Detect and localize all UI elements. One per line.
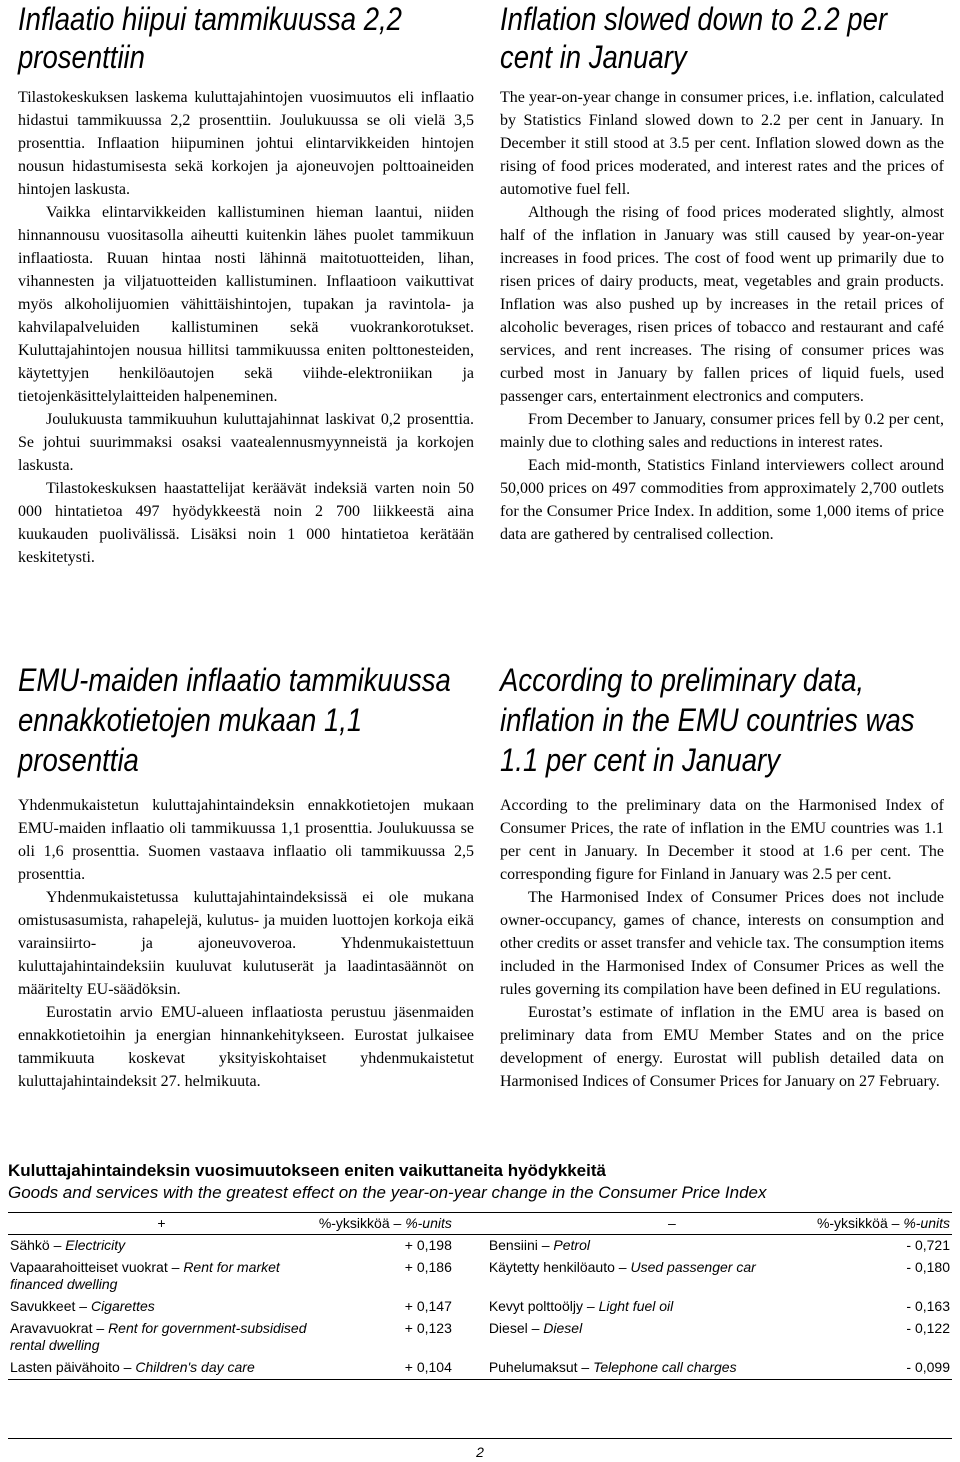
pos-item-fi: Vapaarahoitteiset vuokrat: [10, 1259, 168, 1275]
table-row: [8, 1296, 952, 1318]
pos-value: + 0,198: [404, 1237, 452, 1253]
row-gap: [454, 1235, 487, 1258]
table-row: [8, 1257, 952, 1296]
neg-item-en: Light fuel oil: [598, 1298, 674, 1314]
fi-body-section-1: [18, 86, 474, 569]
item-dash: –: [531, 1320, 540, 1336]
pos-value: + 0,147: [404, 1298, 452, 1314]
neg-value: - 0,180: [906, 1259, 950, 1275]
neg-item-en: Used passenger car: [630, 1259, 756, 1275]
header-minus: –: [487, 1213, 815, 1235]
neg-value: - 0,721: [906, 1237, 950, 1253]
pos-value: + 0,123: [404, 1320, 452, 1336]
en-sub-heading: According to preliminary data, inflation in the EMU countries was 1.1 per cent in January: [500, 662, 915, 778]
page-number: 2: [476, 1444, 484, 1460]
neg-item: [487, 1318, 815, 1357]
header-units-neg: [815, 1213, 952, 1235]
row-gap: [454, 1296, 487, 1318]
en-body-section-1: [500, 86, 944, 546]
pos-item-fi: Sähkö: [10, 1237, 50, 1253]
en-paragraph: Eurostat’s estimate of inflation in the EMU area is based on preliminary data from EMU Member States and on the price development of energy. Eurostat will publish detailed data on Harmonised Indices of Consumer Prices for January on 27 February.: [500, 1004, 944, 1090]
header-units-en: %-units: [903, 1215, 950, 1231]
neg-item-fi: Bensiini: [488, 1237, 538, 1253]
neg-item-en: Petrol: [553, 1237, 590, 1253]
header-gap: [454, 1213, 487, 1235]
cpi-contributors-table-block: [8, 1160, 952, 1380]
en-main-heading: Inflation slowed down to 2.2 per cent in January: [500, 1, 888, 75]
header-units-fi: %-yksikköä: [318, 1215, 390, 1231]
row-gap: [454, 1318, 487, 1357]
neg-item: [487, 1257, 815, 1296]
item-dash: –: [123, 1359, 132, 1375]
neg-item-fi: Kevyt polttoöljy: [488, 1298, 583, 1314]
neg-item-en: Diesel: [543, 1320, 583, 1336]
table-row: [8, 1318, 952, 1357]
neg-item-en: Telephone call charges: [593, 1359, 737, 1375]
pos-item-en: Rent for market financed dwelling: [10, 1259, 280, 1292]
header-plus: +: [8, 1213, 317, 1235]
table-header-row: [8, 1213, 952, 1235]
neg-item-fi: Puhelumaksut: [488, 1359, 578, 1375]
table-row: [8, 1235, 952, 1258]
pos-item: [8, 1357, 317, 1380]
finnish-column: [18, 0, 474, 1090]
neg-item: [487, 1296, 815, 1318]
fi-body-section-2: [18, 660, 474, 1093]
pos-value: + 0,104: [317, 1357, 454, 1380]
item-dash: –: [53, 1237, 62, 1253]
neg-value: - 0,099: [815, 1357, 952, 1380]
header-units-fi: %-yksikköä: [816, 1215, 888, 1231]
en-paragraph: Each mid-month, Statistics Finland interviewers collect around 50,000 prices on 497 commodities from approximately 2,700 outlets for the Consumer Price Index. In addition, some 1,000 items of price data are gathered by centralised collection.: [500, 457, 944, 543]
en-paragraph: The year-on-year change in consumer prices, i.e. inflation, calculated by Statistics Finland slowed down to 2.2 per cent in January. In December it still stood at 3.5 per cent. Inflation slowed down as the rising of food prices moderated, and interest rates and the prices of automotive fuel fell.: [500, 89, 944, 198]
fi-paragraph: Eurostatin arvio EMU-alueen inflaatiosta perustuu jäsenmaiden ennakkotietoihin ja energian hinnankehitykseen. Eurostat julkaisee tammikuuta koskevat yksityiskohtaiset yhdenmukaistetut kuluttajahintaindeksit 27. helmikuuta.: [18, 1004, 474, 1090]
fi-paragraph: Yhdenmukaistetussa kuluttajahintaindeksissä ei ole mukana omistusasumista, rahapelejä, kulutus- ja muiden luottojen korkoja eikä varainsiirto- ja ajoneuvoveroa. Yhdenmukaistettuun kuluttajahintaindeksiin kuuluvat kulutuserät ja laadintasäännöt on määritelty EU-säädöksin.: [18, 889, 474, 998]
en-paragraph: According to the preliminary data on the Harmonised Index of Consumer Prices, the rate of inflation in the EMU countries was 1.1 per cent in January. In December it stood at 1.6 per cent. The corresponding figure for Finland in January was 2.5 per cent.: [500, 797, 944, 883]
pos-item-fi: Aravavuokrat: [10, 1320, 93, 1336]
footer-rule: [8, 1438, 952, 1439]
neg-item-fi: Diesel: [488, 1320, 528, 1336]
pos-item-en: Cigarettes: [90, 1298, 155, 1314]
pos-item-en: Children's day care: [135, 1359, 255, 1375]
row-gap: [454, 1357, 487, 1380]
fi-sub-heading: EMU-maiden inflaatio tammikuussa ennakkotietojen mukaan 1,1 prosenttia: [18, 662, 451, 778]
pos-item-en: Electricity: [65, 1237, 126, 1253]
pos-item-fi: Savukkeet: [10, 1298, 76, 1314]
pos-item: [8, 1257, 317, 1296]
pos-item: [8, 1318, 317, 1357]
fi-paragraph: Tilastokeskuksen laskema kuluttajahintojen vuosimuutos eli inflaatio hidastui tammikuussa 2,2 prosenttiin. Joulukuussa se oli vielä 3,5 prosenttia. Inflaation hiipuminen johtui elintarvikkeiden hintojen nousun hidastumisesta sekä korkojen ja ajoneuvojen polttoaineiden hintojen laskusta.: [18, 89, 474, 198]
english-column: [500, 0, 944, 1090]
pos-item-fi: Lasten päivähoito: [10, 1359, 120, 1375]
fi-main-heading: Inflaatio hiipui tammikuussa 2,2 prosenttiin: [18, 1, 402, 75]
neg-item: [487, 1235, 815, 1258]
cpi-contributors-table: [8, 1212, 952, 1380]
neg-value: - 0,122: [906, 1320, 950, 1336]
item-dash: –: [171, 1259, 180, 1275]
fi-paragraph: Vaikka elintarvikkeiden kallistuminen hieman laantui, niiden hinnannousu vuositasolla aiheutti kuitenkin lähes puolet tammikuun inflaatiosta. Ruuan hintaa nosti lähinnä maitotuotteiden, lihan, vihannesten ja viljatuotteiden kallistuminen. Inflaatioon vaikuttivat myös alkoholijuomien vähittäishintojen, tupakan ja ravintola- ja kahvilapalveluiden kallistuminen sekä vuokrankorotukset. Kuluttajahintojen nousua hillitsi tammikuussa eniten polttonesteiden, käytettyjen henkilöautojen sekä viihde-elektroniikan ja tietojenkäsittelylaitteiden halpeneminen.: [18, 204, 474, 405]
item-dash: –: [79, 1298, 88, 1314]
fi-paragraph: Tilastokeskuksen haastattelijat keräävät indeksiä varten noin 50 000 hintatietoa 497 hyödykkeestä noin 2 700 liikkeestä aina kuukauden puolivälissä. Lisäksi noin 1 000 hintatietoa kerätään keskitetysti.: [18, 480, 474, 566]
table-row: [8, 1357, 952, 1380]
header-units-dash: –: [393, 1215, 402, 1231]
item-dash: –: [96, 1320, 105, 1336]
pos-item: [8, 1296, 317, 1318]
item-dash: –: [581, 1359, 590, 1375]
en-paragraph: The Harmonised Index of Consumer Prices does not include owner-occupancy, games of chance, interests on consumption and other credits or asset transfer and vehicle tax. The consumption items included in the Harmonised Index of Consumer Prices as well the rules governing its compilation have been defined in EU regulations.: [500, 889, 944, 998]
item-dash: –: [541, 1237, 550, 1253]
neg-item-fi: Käytetty henkilöauto: [488, 1259, 615, 1275]
header-units-dash: –: [891, 1215, 900, 1231]
header-units-pos: [317, 1213, 454, 1235]
en-body-section-2: [500, 660, 944, 1093]
neg-value: - 0,163: [906, 1298, 950, 1314]
pos-item-en: Rent for government-subsidised rental dwelling: [10, 1320, 307, 1353]
fi-paragraph: Joulukuusta tammikuuhun kuluttajahinnat laskivat 0,2 prosenttia. Se johtui suurimmaksi osaksi vaatealennusmyynneistä ja korkojen laskusta.: [18, 411, 474, 474]
fi-paragraph: Yhdenmukaistetun kuluttajahintaindeksin ennakkotietojen mukaan EMU-maiden inflaatio oli tammikuussa 1,1 prosenttia. Joulukuussa se oli 1,6 prosenttia. Suomen vastaava inflaatio oli tammikuussa 2,5 prosenttia.: [18, 797, 474, 883]
en-paragraph: From December to January, consumer prices fell by 0.2 per cent, mainly due to clothing sales and reductions in interest rates.: [500, 411, 944, 451]
pos-item: [8, 1235, 317, 1258]
header-units-en: %-units: [405, 1215, 452, 1231]
pos-value: + 0,186: [404, 1259, 452, 1275]
table-title-fi: Kuluttajahintaindeksin vuosimuutokseen eniten vaikuttaneita hyödykkeitä: [8, 1161, 606, 1180]
neg-item: [487, 1357, 815, 1380]
item-dash: –: [618, 1259, 627, 1275]
item-dash: –: [586, 1298, 595, 1314]
en-paragraph: Although the rising of food prices moderated slightly, almost half of the inflation in January was still caused by year-on-year increases in food prices. The cost of food went up primarily due to risen prices of dairy products, meat, vegetables and grain products. Inflation was also pushed up by increases in the retail prices of alcoholic beverages, risen prices of tobacco and restaurant and café services, and rent increases. The rising of consumer prices was curbed most in January by fallen prices of liquid fuels, used passenger cars, entertainment electronics and computers.: [500, 204, 944, 405]
row-gap: [454, 1257, 487, 1296]
table-title-en: Goods and services with the greatest effect on the year-on-year change in the Consumer Price Index: [8, 1183, 767, 1202]
